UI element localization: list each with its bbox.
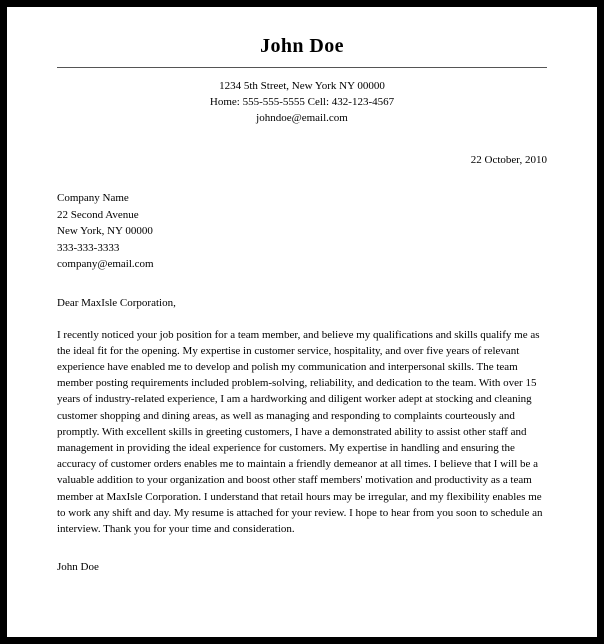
recipient-street: 22 Second Avenue (57, 208, 139, 221)
recipient-company: Company Name (57, 192, 129, 204)
sender-phone: Home: 555-555-5555 Cell: 432-123-4567 (209, 96, 395, 108)
recipient-address-block (57, 190, 547, 273)
sender-email: johndoe@email.com (256, 112, 348, 124)
sender-address: 1234 5th Street, New York NY 00000 (219, 80, 385, 92)
letter-sheet (7, 7, 597, 637)
sender-contact-block (57, 78, 547, 126)
recipient-email: company@email.com (57, 258, 154, 270)
header-divider (57, 67, 547, 68)
recipient-phone: 333-333-3333 (57, 241, 120, 254)
recipient-city-state-zip: New York, NY 00000 (57, 225, 153, 237)
letter-date: 22 October, 2010 (470, 154, 547, 166)
signature-name: John Doe (57, 561, 99, 574)
salutation: Dear MaxIsle Corporation, (57, 296, 176, 309)
body-paragraph: I recently noticed your job position for a team member, and believe my qualifications and skills qualify me as the ideal fit for the opening. My expertise in customer service, hospitality, and over five years of relevant experience have enabled me to develop and polish my communication and interpersonal skills. The team member posting requirements included problem-solving, reliability, and dedication to the team. With over 15 years of industry-related experience, I am a hardworking and diligent worker adept at stocking and cleaning customer shopping and dining areas, as well as managing and responding to complaints courteously and promptly. With excellent skills in greeting customers, I have a demonstrated ability to assist other staff and management in providing the ideal experience for customers. My expertise in handling and ensuring the accuracy of customer orders enables me to maintain a friendly demeanor at all times. I believe that I will be a valuable addition to your organization and boost other staff members' motivation and productivity as a team member at MaxIsle Corporation. I understand that retail hours may be irregular, and my flexibility enables me to work any shift and day. My resume is attached for your review. I hope to hear from you soon to schedule an interview. Thank you for your time and consideration. (57, 328, 543, 535)
page-title: John Doe (260, 35, 344, 57)
